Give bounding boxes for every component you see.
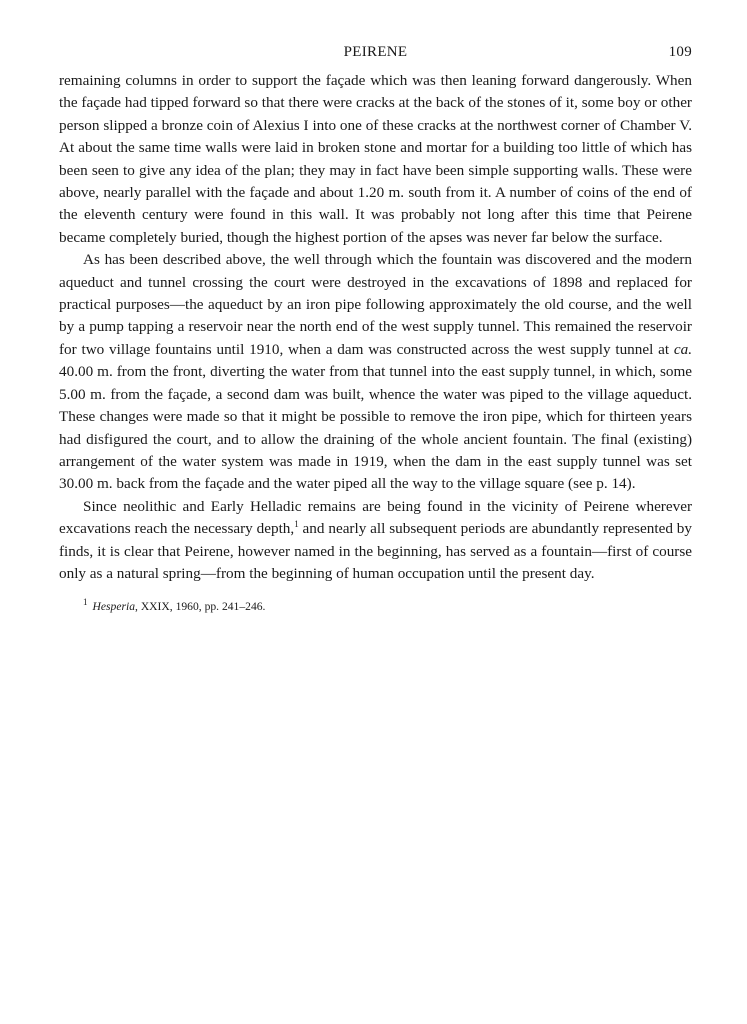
paragraph-2-text-part-1: As has been described above, the well through which the fountain was discovered and the modern aqueduct and tunnel crossing the court were destroyed in the excavations of 1898 and replaced for practical purposes—the aqueduct by an iron pipe following approximately the old course, and the well by a pump tapping a reservoir near the north end of the west supply tunnel. This remained the reservoir for two village fountains until 1910, when a dam was constructed across the west supply tunnel at [59, 251, 692, 358]
body-text [59, 70, 692, 585]
footnote-journal-title: Hesperia [92, 600, 136, 614]
paragraph-3-text-part-2: and nearly all subsequent periods are abundantly represented by finds, it is clear that Peirene, however named in the beginning, has served as a fountain—first of course only as a natural spring—from the beginning of human occupation until the present day. [59, 520, 692, 582]
footnotes [59, 599, 692, 615]
footnote-reference[interactable]: 1 [294, 519, 299, 530]
footnote-citation: , XXIX, 1960, pp. 241–246. [135, 600, 266, 614]
paragraph-3-text-part-1: Since neolithic and Early Helladic remains are being found in the vicinity of Peirene wherever excavations reach the necessary depth, [59, 497, 692, 538]
abbreviation-circa: ca. [673, 340, 692, 358]
running-head [59, 44, 692, 70]
paragraph-2-text-part-2: 40.00 m. from the front, diverting the water from that tunnel into the east supply tunnel, in which, some 5.00 m. from the façade, a second dam was built, whence the water was piped to the village aqueduct. These changes were made so that it might be possible to remove the iron pipe, which for thirteen years had disfigured the court, and to allow the draining of the whole ancient fountain. The final (existing) arrangement of the water system was made in 1919, when the dam in the east supply tunnel was set 30.00 m. back from the façade and the water piped all the way to the village square (see p. 14). [59, 363, 692, 493]
page-number: 109 [668, 44, 692, 60]
paragraph-1 [59, 70, 692, 249]
footnote-mark: 1 [83, 597, 88, 608]
document-page [59, 44, 692, 615]
paragraph-1-text: remaining columns in order to support the façade which was then leaning forward dangerously. When the façade had tipped forward so that there were cracks at the back of the stones of it, some boy or other person slipped a bronze coin of Alexius I into one of these cracks at the northwest corner of Chamber V. At about the same time walls were laid in broken stone and mortar for a building too little of which has been seen to give any idea of the plan; they may in fact have been simple supporting walls. These were above, nearly parallel with the façade and about 1.20 m. south from it. A number of coins of the end of the eleventh century were found in this wall. It was probably not long after this time that Peirene became completely buried, though the highest portion of the apses was never far below the surface. [59, 72, 692, 246]
running-title: PEIRENE [343, 44, 408, 60]
paragraph-2 [59, 249, 692, 495]
footnote-item [83, 599, 692, 615]
paragraph-3 [59, 496, 692, 586]
